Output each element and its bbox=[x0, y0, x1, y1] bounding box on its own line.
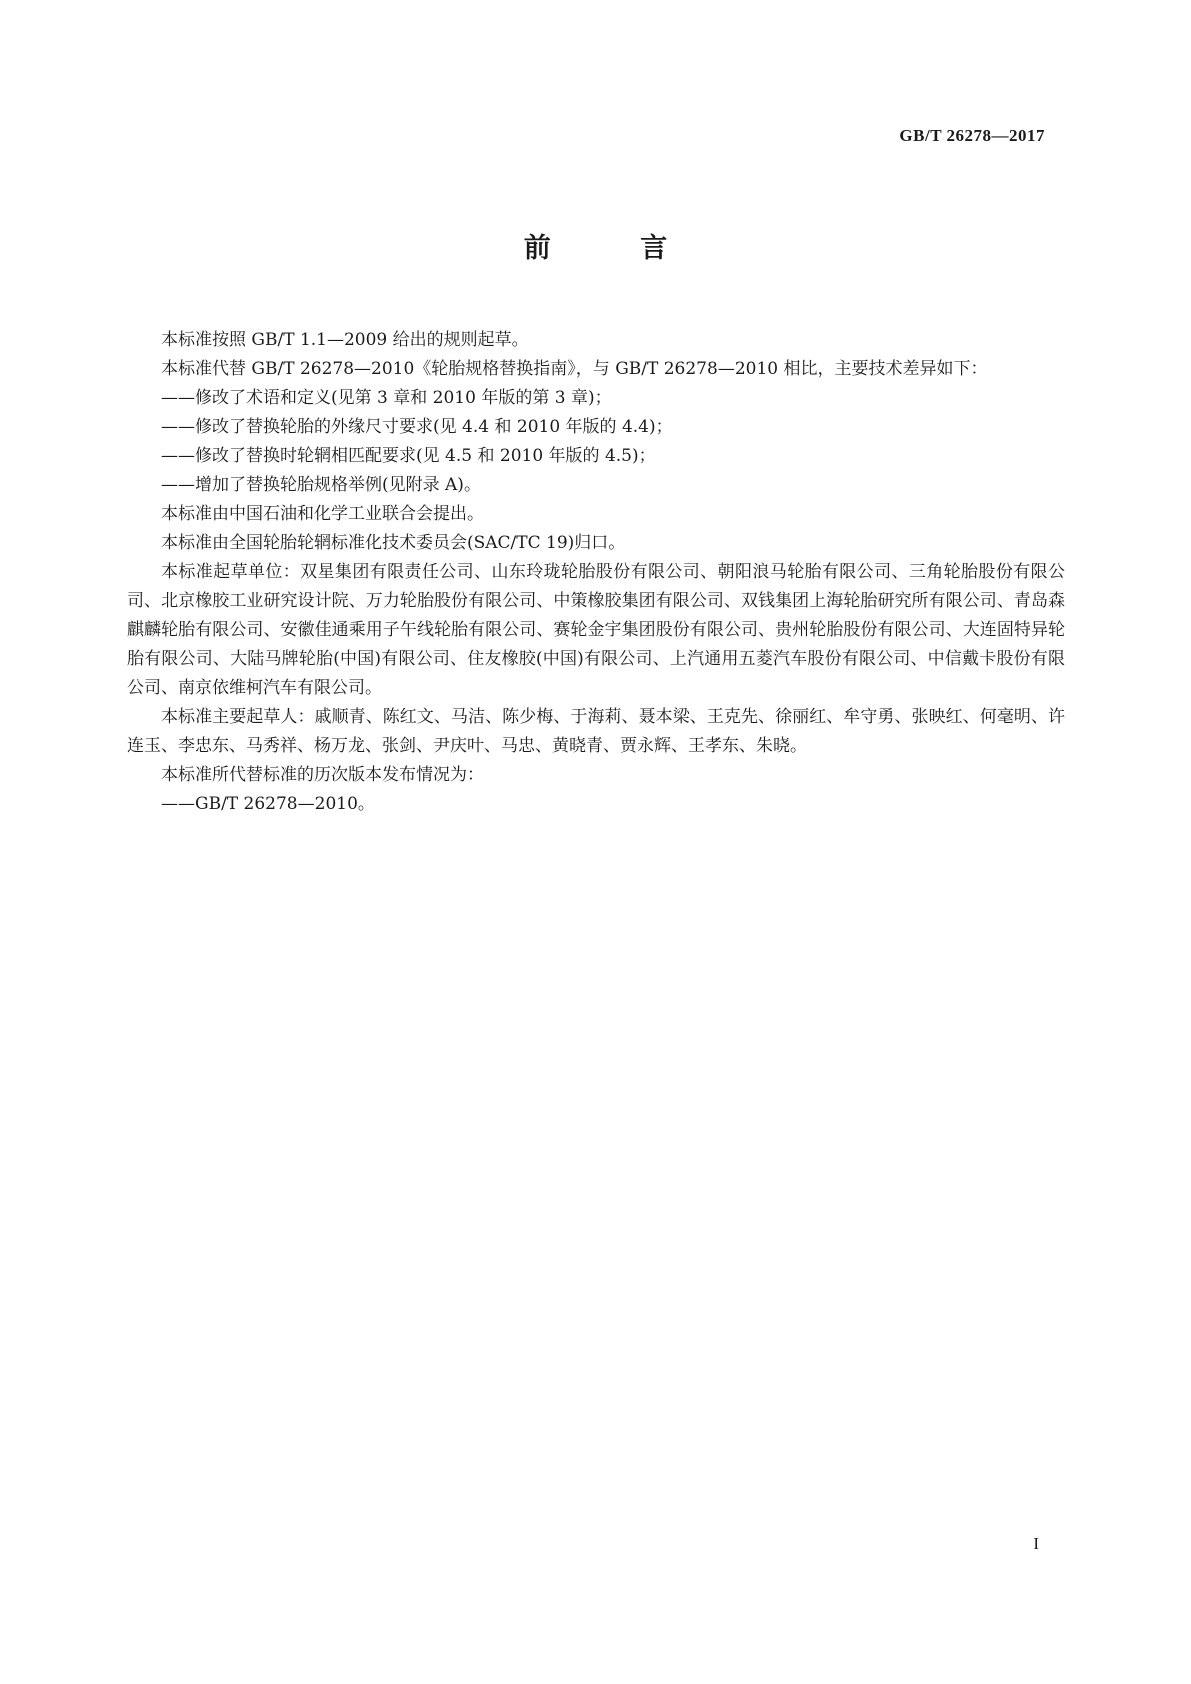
page-title: 前 言 bbox=[523, 233, 708, 264]
page-number: I bbox=[1033, 1534, 1039, 1553]
standard-code: GB/T 26278—2017 bbox=[899, 126, 1045, 145]
paragraph: 本标准起草单位：双星集团有限责任公司、山东玲珑轮胎股份有限公司、朝阳浪马轮胎有限公司、三角轮胎股份有限公司、北京橡胶工业研究设计院、万力轮胎股份有限公司、中策橡胶集团有限公司、双钱集团上海轮胎研究所有限公司、青岛森麒麟轮胎有限公司、安徽佳通乘用子午线轮胎有限公司、赛轮金宇集团股份有限公司、贵州轮胎股份有限公司、大连固特异轮胎有限公司、大陆马牌轮胎(中国)有限公司、住友橡胶(中国)有限公司、上汽通用五菱汽车股份有限公司、中信戴卡股份有限公司、南京依维柯汽车有限公司。 bbox=[127, 562, 1065, 698]
list-item: ——修改了替换轮胎的外缘尺寸要求(见 4.4 和 2010 年版的 4.4)； bbox=[161, 417, 673, 437]
list-item: ——修改了替换时轮辋相匹配要求(见 4.5 和 2010 年版的 4.5)； bbox=[161, 446, 656, 466]
list-item: ——GB/T 26278—2010。 bbox=[161, 794, 375, 814]
paragraph: 本标准代替 GB/T 26278—2010《轮胎规格替换指南》，与 GB/T 26278—2010 相比，主要技术差异如下： bbox=[161, 359, 988, 379]
paragraph: 本标准主要起草人：戚顺青、陈红文、马洁、陈少梅、于海莉、聂本梁、王克先、徐丽红、牟守勇、张映红、何毫明、许连玉、李忠东、马秀祥、杨万龙、张剑、尹庆叶、马忠、黄晓青、贾永辉、王孝东、朱晓。 bbox=[127, 707, 1065, 756]
list-item: ——修改了术语和定义(见第 3 章和 2010 年版的第 3 章)； bbox=[161, 388, 612, 408]
document-body bbox=[127, 326, 1065, 819]
list-item: ——增加了替换轮胎规格举例(见附录 A)。 bbox=[161, 475, 481, 495]
paragraph: 本标准按照 GB/T 1.1—2009 给出的规则起草。 bbox=[161, 330, 529, 350]
paragraph: 本标准所代替标准的历次版本发布情况为： bbox=[161, 765, 484, 785]
paragraph: 本标准由中国石油和化学工业联合会提出。 bbox=[161, 504, 484, 524]
paragraph: 本标准由全国轮胎轮辋标准化技术委员会(SAC/TC 19)归口。 bbox=[161, 533, 626, 553]
